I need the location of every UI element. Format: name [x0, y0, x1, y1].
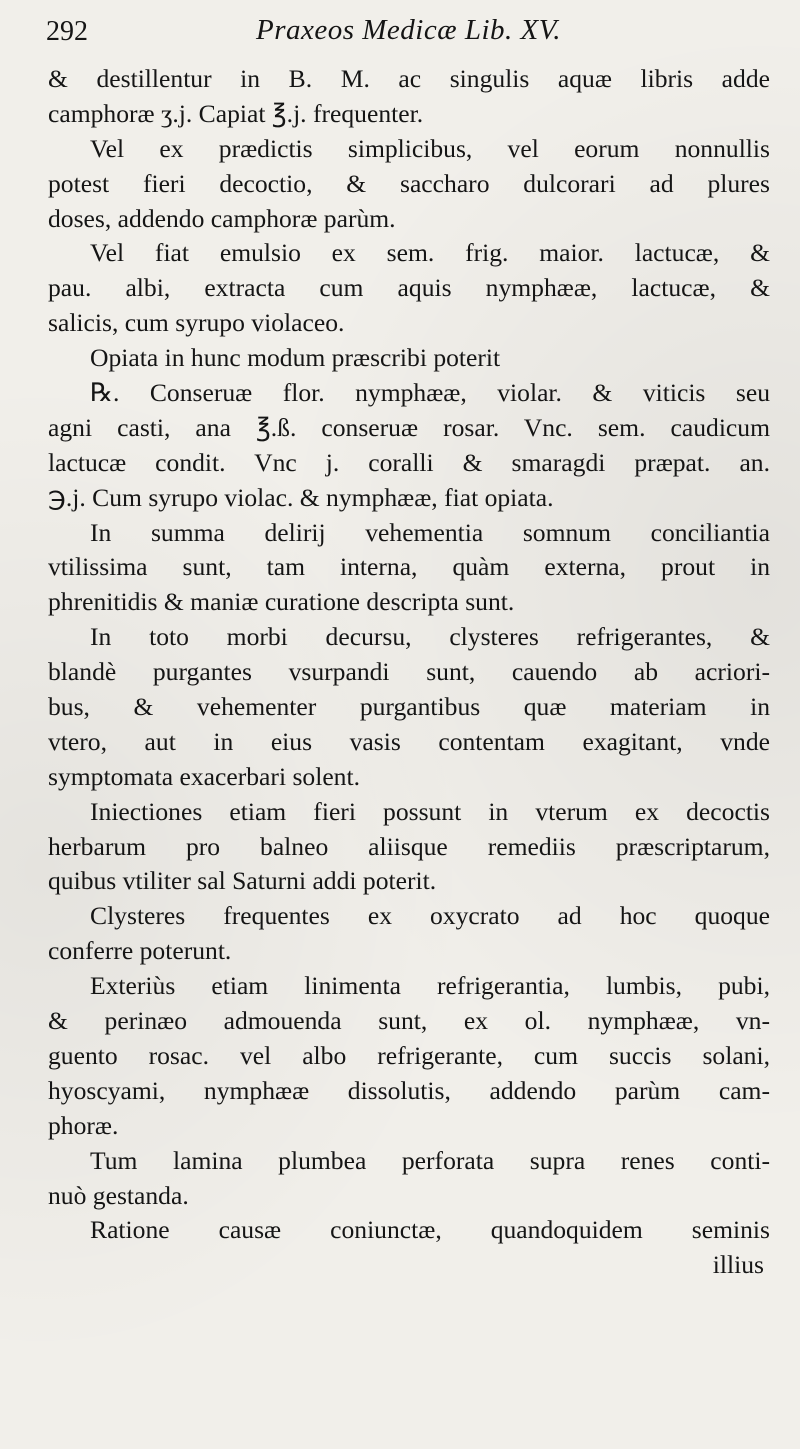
text-line: ℞. Conseruæ flor. nymphææ, violar. & viticis seu: [90, 378, 770, 408]
text-line: & perinæo admouenda sunt, ex ol. nymphææ, vn-: [48, 1006, 770, 1036]
page-number: 292: [46, 16, 88, 47]
text-line: potest fieri decoctio, & saccharo dulcorari ad plures: [48, 168, 770, 198]
text-line: blandè purgantes vsurpandi sunt, cauendo ab acriori-: [48, 657, 770, 687]
text-line: camphoræ ʒ.j. Capiat ℥.j. frequenter.: [48, 98, 424, 128]
text-line: Opiata in hunc modum præscribi poterit: [90, 343, 501, 373]
text-line: In summa delirij vehementia somnum conciliantia: [90, 517, 770, 547]
text-line: phoræ.: [48, 1110, 119, 1140]
text-line: Vel fiat emulsio ex sem. frig. maior. lactucæ, &: [90, 238, 770, 268]
text-line: herbarum pro balneo aliisque remediis præscriptarum,: [48, 831, 770, 861]
text-line: phrenitidis & maniæ curatione descripta sunt.: [48, 587, 515, 617]
text-line: Iniectiones etiam fieri possunt in vterum ex decoctis: [90, 796, 770, 826]
text-line: Clysteres frequentes ex oxycrato ad hoc quoque: [90, 901, 770, 931]
page-header: [46, 14, 766, 54]
text-line: quibus vtiliter sal Saturni addi poterit.: [48, 866, 437, 896]
text-line: vtilissima sunt, tam interna, quàm externa, prout in: [48, 552, 770, 582]
text-line: conferre poterunt.: [48, 936, 232, 966]
text-line: salicis, cum syrupo violaceo.: [48, 308, 345, 338]
text-line: & destillentur in B. M. ac singulis aquæ libris adde: [48, 64, 770, 93]
text-line: Tum lamina plumbea perforata supra renes conti-: [90, 1145, 770, 1175]
text-line: nuò gestanda.: [48, 1180, 189, 1210]
text-line: guento rosac. vel albo refrigerante, cum succis solani,: [48, 1040, 770, 1070]
text-line: Ratione causæ coniunctæ, quandoquidem seminis: [90, 1215, 770, 1245]
catchword: illius: [712, 1250, 764, 1280]
text-line: agni casti, ana ℥.ß. conseruæ rosar. Vnc. sem. caudicum: [48, 412, 770, 442]
text-line: lactucæ condit. Vnc j. coralli & smaragdi præpat. an.: [48, 447, 770, 477]
text-line: Exteriùs etiam linimenta refrigerantia, lumbis, pubi,: [90, 971, 770, 1001]
text-line: Vel ex prædictis simplicibus, vel eorum nonnullis: [90, 133, 770, 163]
text-line: In toto morbi decursu, clysteres refrigerantes, &: [90, 622, 770, 652]
text-line: bus, & vehementer purgantibus quæ materiam in: [48, 692, 770, 722]
text-line: pau. albi, extracta cum aquis nymphææ, lactucæ, &: [48, 273, 770, 303]
text-line: doses, addendo camphoræ parùm.: [48, 203, 396, 233]
body-text: [48, 62, 770, 1283]
text-line: hyoscyami, nymphææ dissolutis, addendo parùm cam-: [48, 1075, 770, 1105]
running-head: Praxeos Medicæ Lib. XV.: [256, 14, 561, 46]
text-line: symptomata exacerbari solent.: [48, 761, 360, 791]
text-line: vtero, aut in eius vasis contentam exagitant, vnde: [48, 726, 770, 756]
text-line: ℈.j. Cum syrupo violac. & nymphææ, fiat opiata.: [48, 482, 554, 512]
